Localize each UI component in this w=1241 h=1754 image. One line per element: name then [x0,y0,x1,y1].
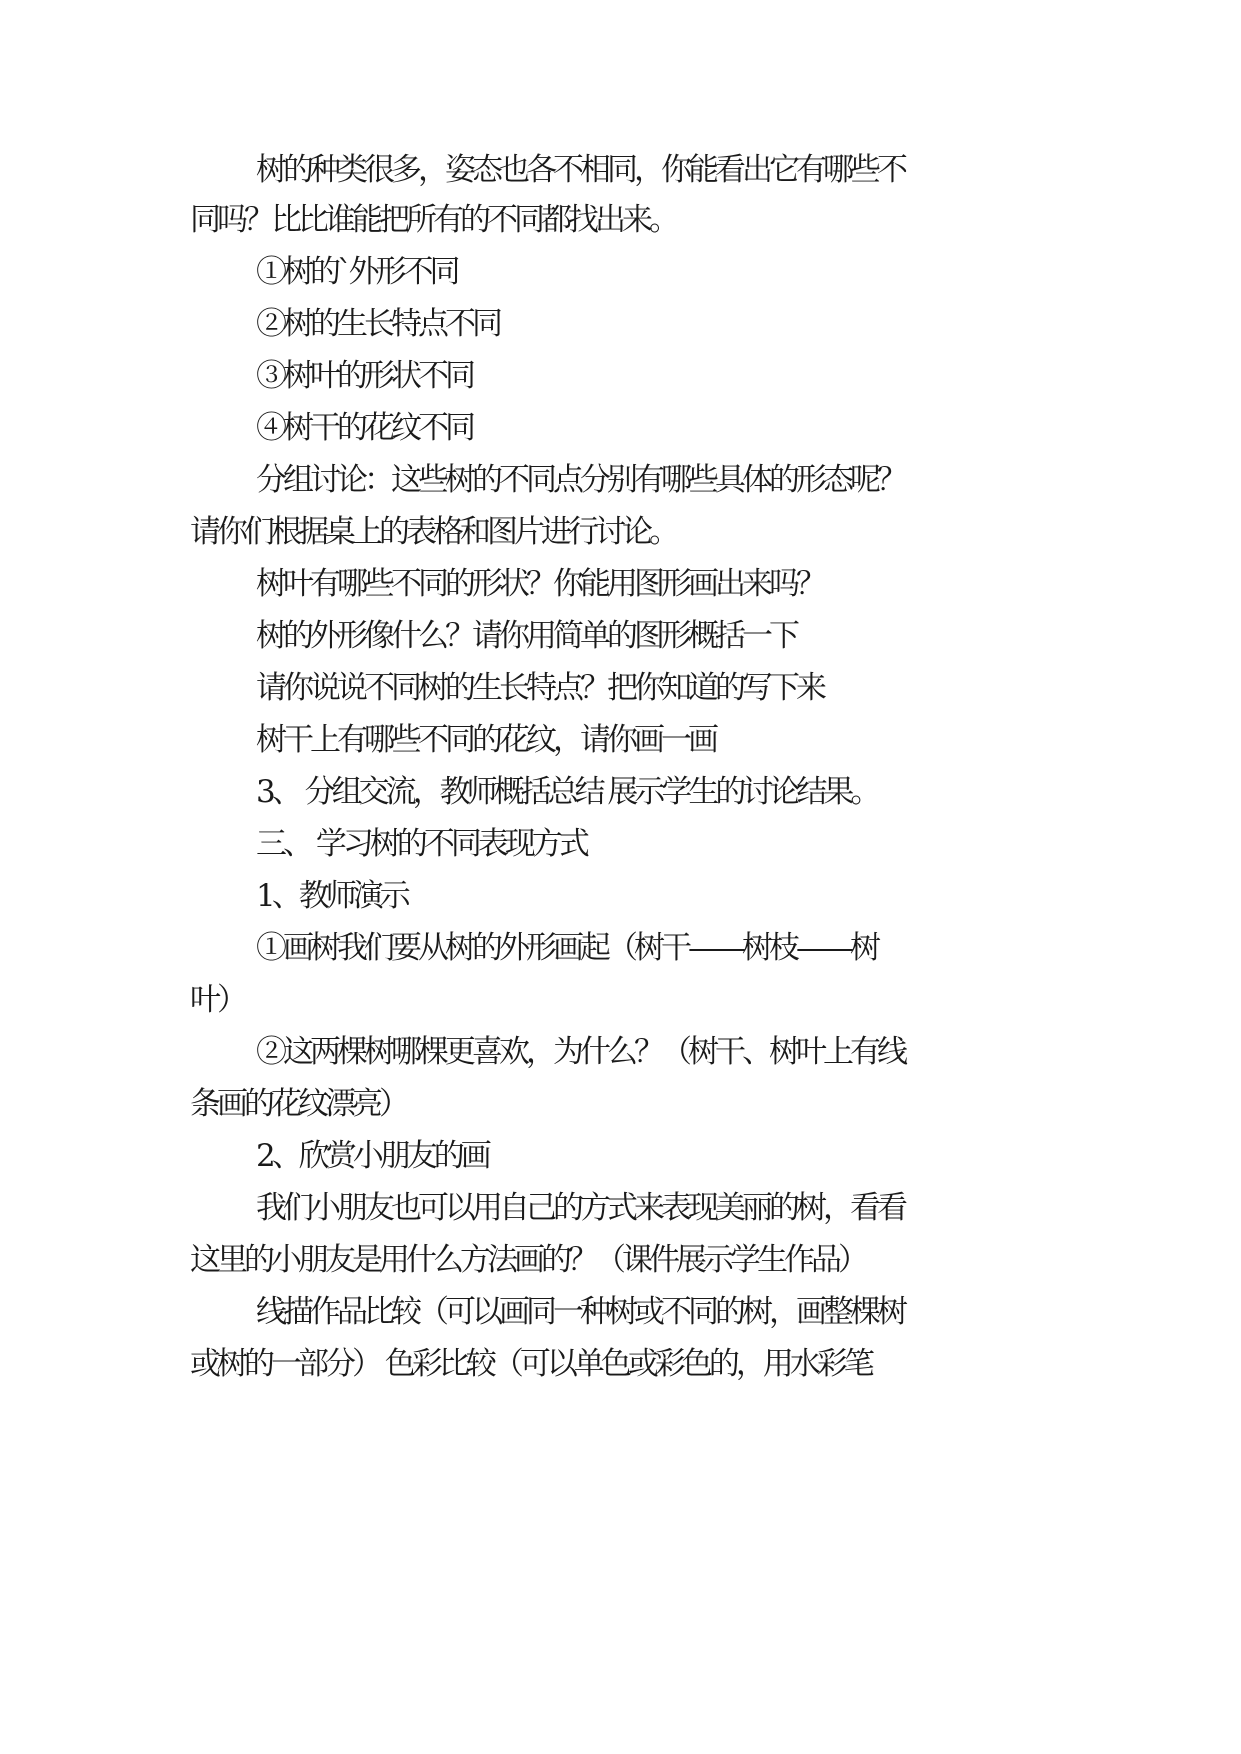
paragraph-line: 请你说说不同树的生长特点？把你知道的写下来 [256,670,823,706]
paragraph-line: 分组讨论：这些树的不同点分别有哪些具体的形态呢？ [256,462,904,498]
list-item: ②树的生长特点不同 [256,306,499,342]
subsection-heading: 1、教师演示 [256,878,407,914]
list-item: ①树的`外形不同 [256,254,457,290]
paragraph-line: ②这两棵树哪棵更喜欢，为什么？（树干、树叶上有线 [256,1034,904,1070]
subsection-heading: 2、欣赏小朋友的画 [256,1138,488,1174]
paragraph-line: 这里的小朋友是用什么方法画的？（课件展示学生作品） [190,1242,865,1278]
section-heading: 三、 学习树的不同表现方式 [256,826,586,862]
paragraph-line: 我们小朋友也可以用自己的方式来表现美丽的树，看看 [256,1190,904,1226]
paragraph-line: 同吗？比比谁能把所有的不同都找出来。 [190,202,676,238]
paragraph-line: 条画的花纹漂亮） [190,1086,406,1122]
paragraph-line: ①画树我们要从树的外形画起（树干——树枝——树 [256,930,877,966]
paragraph-line: 树的种类很多，姿态也各不相同，你能看出它有哪些不 [256,152,904,188]
paragraph-line: 或树的一部分） 色彩比较（可以单色或彩色的，用水彩笔 [190,1346,871,1382]
paragraph-line: 请你们根据桌上的表格和图片进行讨论。 [190,514,676,550]
paragraph-line: 3、 分组交流，教师概括总结 展示学生的讨论结果。 [256,774,878,810]
paragraph-line: 树干上有哪些不同的花纹，请你画一画 [256,722,715,758]
paragraph-line: 叶） [190,982,244,1018]
paragraph-line: 线描作品比较（可以画同一种树或不同的树，画整棵树 [256,1294,904,1330]
list-item: ④树干的花纹不同 [256,410,472,446]
list-item: ③树叶的形状不同 [256,358,472,394]
paragraph-line: 树的外形像什么？请你用简单的图形概括一下 [256,618,796,654]
paragraph-line: 树叶有哪些不同的形状？你能用图形画出来吗？ [256,566,823,602]
